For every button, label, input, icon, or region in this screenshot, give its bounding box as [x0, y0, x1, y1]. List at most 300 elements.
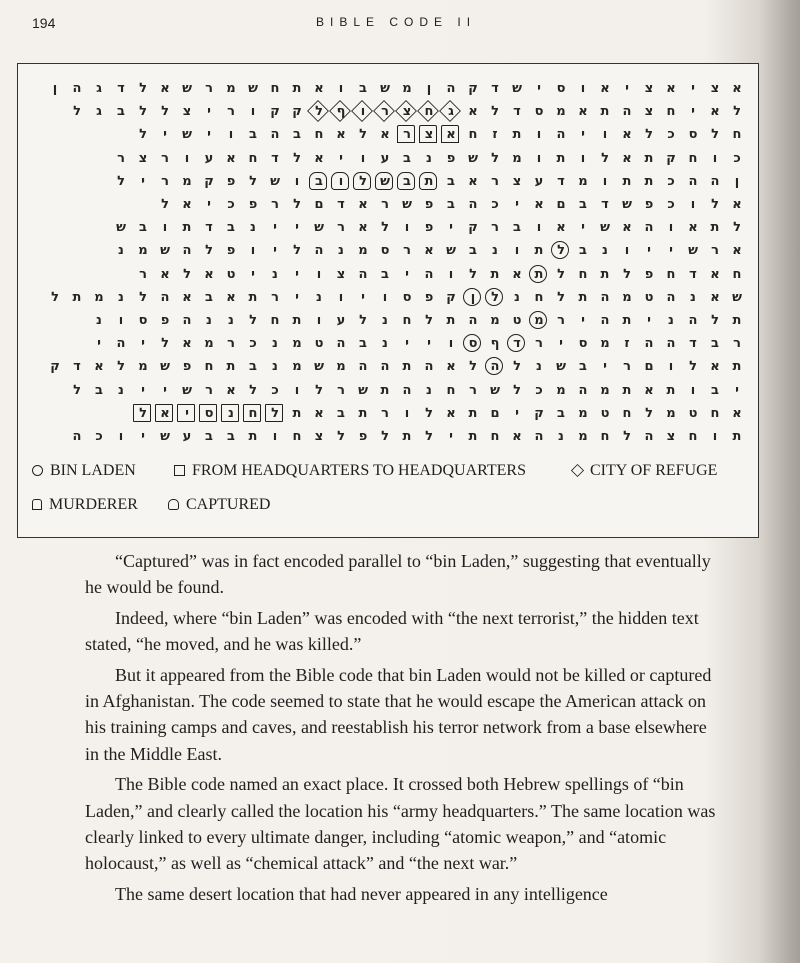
grid-letter: ש	[490, 382, 500, 398]
grid-row	[28, 241, 748, 261]
grid-letter: ת	[666, 382, 676, 398]
grid-letter: ג	[96, 104, 102, 120]
grid-letter: ק	[468, 81, 478, 96]
grid-letter: ו	[602, 127, 608, 143]
grid-letter: נ	[272, 336, 278, 352]
grid-letter: ב	[359, 81, 367, 96]
grid-letter: ל	[205, 243, 213, 259]
grid-letter: ה	[402, 382, 412, 398]
grid-letter: ת	[710, 220, 720, 236]
grid-letter: ע	[182, 429, 192, 444]
grid-letter: ד	[271, 150, 279, 166]
grid-letter: ח	[578, 266, 588, 282]
grid-letter: י	[273, 243, 277, 259]
grid-letter: א	[622, 150, 632, 166]
grid-letter: ו	[272, 429, 278, 444]
grid-letter: ת	[732, 429, 742, 444]
grid-letter: מ	[402, 81, 412, 96]
grid-letter: ר	[535, 336, 543, 352]
grid-letter: א	[622, 127, 632, 143]
grid-letter: פ	[160, 313, 170, 328]
paragraph: Indeed, where “bin Laden” was encoded with “the next terrorist,” the hidden text stated, “he moved, and he was killed.”	[85, 607, 699, 655]
grid-letter: י	[141, 336, 145, 352]
grid-letter: י	[735, 382, 739, 398]
grid-letter: ה	[424, 266, 434, 282]
grid-letter: א	[182, 197, 192, 212]
grid-letter: ש	[732, 289, 742, 305]
trapezoid-marker	[441, 125, 459, 143]
grid-letter: ת	[226, 359, 236, 375]
grid-letter: מ	[556, 382, 566, 398]
grid-letter: ל	[139, 127, 147, 143]
grid-letter: כ	[535, 382, 543, 398]
grid-letter: מ	[226, 81, 236, 96]
square-icon	[174, 465, 185, 476]
grid-letter: י	[581, 127, 585, 143]
grid-letter: ח	[732, 127, 742, 143]
grid-letter: ר	[469, 382, 477, 398]
grid-letter: א	[226, 150, 236, 166]
grid-letter: ן	[462, 288, 484, 308]
grid-letter: נ	[558, 429, 564, 444]
grid-letter: ה	[534, 429, 544, 444]
grid-letter: ל	[73, 382, 81, 398]
grid-letter: ת	[468, 429, 478, 444]
grid-letter: ס	[462, 334, 484, 354]
grid-letter: נ	[382, 336, 388, 352]
grid-letter: ש	[248, 81, 258, 96]
grid-letter: א	[732, 243, 742, 259]
grid-letter: ת	[182, 220, 192, 236]
grid-letter: ו	[690, 382, 696, 398]
square-marker	[265, 404, 283, 422]
grid-letter: ח	[490, 429, 500, 444]
grid-letter: ד	[689, 336, 697, 352]
grid-letter: ל	[183, 266, 191, 282]
grid-letter: ר	[205, 81, 213, 96]
grid-letter: ח	[534, 289, 544, 305]
grid-letter: ב	[308, 172, 330, 192]
pentagon-marker	[309, 172, 327, 190]
grid-letter: פ	[446, 150, 456, 166]
grid-letter: נ	[492, 243, 498, 259]
grid-letter: ב	[579, 197, 587, 212]
grid-letter: ו	[330, 172, 352, 192]
grid-letter: ע	[380, 150, 390, 166]
grid-letter: ב	[227, 429, 235, 444]
grid-letter: ש	[182, 127, 192, 143]
grid-letter: כ	[667, 127, 675, 143]
grid-letter: ש	[160, 243, 170, 259]
figure-box	[17, 63, 759, 538]
circle-marker	[485, 288, 503, 306]
grid-letter: ל	[359, 127, 367, 143]
grid-letter: ה	[424, 359, 434, 375]
grid-letter: א	[732, 405, 742, 421]
grid-letter: ה	[600, 313, 610, 328]
grid-letter: נ	[426, 382, 432, 398]
grid-letter: ה	[72, 81, 82, 96]
grid-letter: ז	[624, 336, 630, 352]
grid-letter: ש	[512, 81, 522, 96]
grid-letter: ל	[51, 289, 59, 305]
grid-letter: ש	[374, 172, 396, 192]
grid-letter: ו	[250, 243, 256, 259]
grid-letter: ל	[550, 241, 572, 261]
grid-letter: ח	[666, 104, 676, 120]
grid-letter: ר	[161, 150, 169, 166]
grid-letter: ח	[270, 313, 280, 328]
grid-letter: ד	[205, 220, 213, 236]
trapezoid-marker	[419, 125, 437, 143]
legend-bin-laden	[32, 462, 136, 480]
grid-letter: א	[204, 266, 214, 282]
grid-letter: ו	[712, 150, 718, 166]
grid-letter: א	[314, 405, 324, 421]
grid-letter: ח	[468, 127, 478, 143]
grid-letter: ל	[117, 359, 125, 375]
grid-letter: ו	[294, 382, 300, 398]
grid-letter: צ	[336, 266, 346, 282]
grid-letter: ב	[579, 359, 587, 375]
grid-row	[28, 102, 748, 122]
grid-letter: ת	[490, 266, 500, 282]
grid-letter: ה	[358, 266, 368, 282]
grid-letter: ט	[644, 289, 654, 305]
grid-row	[28, 172, 748, 192]
grid-letter: י	[427, 336, 431, 352]
grid-letter: ה	[688, 313, 698, 328]
grid-letter: ש	[600, 220, 610, 236]
grid-letter: ק	[270, 104, 280, 120]
grid-letter: ב	[227, 220, 235, 236]
grid-letter: א	[710, 266, 720, 282]
grid-letter: ס	[402, 289, 412, 305]
grid-letter: י	[207, 104, 211, 120]
square-marker	[221, 404, 239, 422]
grid-letter: ט	[688, 405, 698, 421]
grid-letter: י	[647, 243, 651, 259]
legend-headquarters	[174, 462, 526, 480]
grid-letter: ר	[227, 104, 235, 120]
running-head: BIBLE CODE II	[316, 15, 477, 29]
grid-letter: נ	[426, 150, 432, 166]
grid-letter: ה	[468, 197, 478, 212]
grid-letter: מ	[528, 311, 550, 331]
grid-letter: מ	[578, 173, 588, 189]
grid-letter: ת	[732, 313, 742, 328]
grid-letter: ח	[600, 429, 610, 444]
grid-letter: ק	[534, 405, 544, 421]
grid-letter: ל	[601, 150, 609, 166]
grid-letter: ש	[116, 220, 126, 236]
grid-letter: נ	[338, 243, 344, 259]
grid-letter: ל	[733, 104, 741, 120]
legend-bin-laden-label: BIN LADEN	[50, 462, 136, 479]
grid-letter: ו	[184, 150, 190, 166]
grid-letter: נ	[272, 266, 278, 282]
grid-letter: ר	[271, 289, 279, 305]
grid-letter: א	[710, 104, 720, 120]
grid-letter: פ	[424, 220, 434, 236]
grid-letter: ל	[161, 197, 169, 212]
legend-row-2	[32, 496, 752, 518]
grid-letter: א	[688, 220, 698, 236]
grid-letter: מ	[336, 359, 346, 375]
pentagon-marker	[331, 172, 349, 190]
grid-letter: ס	[688, 127, 698, 143]
circle-marker	[551, 241, 569, 259]
grid-letter: מ	[292, 359, 302, 375]
grid-letter: א	[182, 289, 192, 305]
grid-letter: פ	[424, 197, 434, 212]
grid-letter: א	[600, 81, 610, 96]
grid-letter: ל	[139, 81, 147, 96]
grid-letter: ש	[688, 243, 698, 259]
grid-letter: ח	[314, 127, 324, 143]
grid-letter: ב	[579, 243, 587, 259]
grid-letter: ר	[711, 243, 719, 259]
grid-letter: ל	[359, 313, 367, 328]
diamond-marker	[373, 100, 395, 122]
grid-letter: י	[581, 220, 585, 236]
grid-letter: ר	[337, 382, 345, 398]
grid-letter: ל	[513, 359, 521, 375]
grid-row	[28, 149, 748, 169]
circle-marker	[529, 311, 547, 329]
grid-letter: ע	[534, 173, 544, 189]
grid-letter: ת	[644, 173, 654, 189]
grid-letter: ל	[469, 266, 477, 282]
grid-letter: ש	[380, 81, 390, 96]
grid-letter: ר	[623, 359, 631, 375]
grid-letter: ח	[204, 359, 214, 375]
grid-letter: מ	[358, 243, 368, 259]
page-edge-shadow	[758, 0, 800, 963]
grid-letter: א	[358, 197, 368, 212]
grid-letter: א	[94, 359, 104, 375]
grid-letter: ק	[446, 289, 456, 305]
diamond-marker	[351, 100, 373, 122]
legend-captured-label: CAPTURED	[186, 496, 271, 513]
grid-letter: ב	[95, 382, 103, 398]
grid-letter: ק	[292, 104, 302, 120]
grid-row	[28, 357, 748, 377]
grid-letter: ק	[50, 359, 60, 375]
grid-letter: ד	[491, 81, 499, 96]
grid-letter: ל	[264, 404, 286, 424]
grid-letter: ע	[204, 150, 214, 166]
grid-letter: צ	[314, 429, 324, 444]
grid-letter: ל	[733, 220, 741, 236]
grid-letter: ו	[448, 336, 454, 352]
grid-letter: ל	[161, 336, 169, 352]
grid-letter: ל	[557, 266, 565, 282]
grid-letter: נ	[228, 313, 234, 328]
grid-letter: א	[182, 336, 192, 352]
paragraph: The same desert location that had never appeared in any intelligence	[115, 883, 608, 904]
grid-letter: ם	[490, 405, 500, 421]
grid-letter: ו	[536, 150, 542, 166]
grid-letter: ד	[73, 359, 81, 375]
grid-letter: א	[160, 266, 170, 282]
grid-letter: ק	[204, 173, 214, 189]
grid-letter: א	[468, 173, 478, 189]
grid-letter: י	[405, 266, 409, 282]
grid-letter: ר	[337, 220, 345, 236]
grid-letter: י	[163, 382, 167, 398]
grid-letter: ג	[96, 81, 102, 96]
grid-letter: ר	[733, 336, 741, 352]
grid-letter: ה	[622, 104, 632, 120]
grid-letter: ו	[690, 197, 696, 212]
grid-letter: ו	[294, 173, 300, 189]
legend-city-of-refuge-label: CITY OF REFUGE	[590, 462, 718, 479]
grid-row	[28, 125, 748, 145]
grid-letter: ל	[352, 172, 374, 192]
grid-letter: מ	[182, 173, 192, 189]
grid-letter: ש	[402, 197, 412, 212]
grid-letter: ת	[248, 429, 258, 444]
grid-letter: ו	[118, 313, 124, 328]
grid-letter: ל	[293, 150, 301, 166]
grid-letter: ל	[117, 173, 125, 189]
grid-letter: ת	[578, 289, 588, 305]
grid-letter: ד	[601, 197, 609, 212]
square-marker	[199, 404, 217, 422]
grid-letter: כ	[733, 150, 741, 166]
grid-letter: י	[449, 220, 453, 236]
grid-letter: ש	[556, 359, 566, 375]
grid-letter: צ	[418, 125, 440, 145]
grid-letter: ל	[689, 359, 697, 375]
grid-letter: מ	[138, 359, 148, 375]
pentagon-marker	[375, 172, 393, 190]
grid-letter: ב	[359, 336, 367, 352]
grid-letter: ל	[484, 288, 506, 308]
grid-letter: ו	[360, 150, 366, 166]
grid-letter: ר	[227, 336, 235, 352]
grid-letter: י	[141, 382, 145, 398]
grid-letter: ל	[249, 313, 257, 328]
grid-letter: י	[163, 127, 167, 143]
grid-letter: י	[251, 266, 255, 282]
grid-letter: ו	[162, 220, 168, 236]
grid-letter: ר	[381, 197, 389, 212]
grid-letter: נ	[382, 313, 388, 328]
grid-letter: א	[358, 220, 368, 236]
grid-letter: ר	[557, 313, 565, 328]
grid-letter: ה	[666, 336, 676, 352]
grid-letter: ת	[402, 359, 412, 375]
grid-row	[28, 311, 748, 331]
grid-letter: ו	[404, 405, 410, 421]
grid-letter: י	[691, 104, 695, 120]
grid-letter: נ	[220, 404, 242, 424]
grid-letter: ו	[228, 127, 234, 143]
grid-letter: י	[581, 313, 585, 328]
grid-letter: ה	[160, 289, 170, 305]
grid-letter: ט	[512, 313, 522, 328]
grid-letter: מ	[578, 405, 588, 421]
grid-letter: י	[603, 359, 607, 375]
grid-letter: ב	[205, 429, 213, 444]
grid-letter: ת	[512, 127, 522, 143]
grid-letter: ח	[292, 429, 302, 444]
grid-letter: פ	[644, 197, 654, 212]
pentagon-marker	[353, 172, 371, 190]
grid-letter: ל	[623, 429, 631, 444]
grid-letter: ה	[270, 127, 280, 143]
grid-letter: ל	[469, 359, 477, 375]
grid-letter: א	[534, 197, 544, 212]
grid-letter: נ	[690, 289, 696, 305]
grid-letter: ת	[644, 150, 654, 166]
grid-letter: ח	[248, 150, 258, 166]
grid-letter: מ	[600, 336, 610, 352]
grid-letter: ל	[293, 197, 301, 212]
letter-grid	[28, 79, 748, 451]
grid-letter: ת	[534, 243, 544, 259]
grid-letter: ל	[337, 429, 345, 444]
grid-letter: ת	[622, 382, 632, 398]
grid-letter: פ	[182, 359, 192, 375]
grid-letter: י	[207, 197, 211, 212]
grid-letter: ל	[711, 127, 719, 143]
grid-letter: י	[405, 336, 409, 352]
grid-letter: פ	[644, 266, 654, 282]
grid-letter: נ	[96, 313, 102, 328]
grid-letter: ל	[315, 382, 323, 398]
grid-row	[28, 427, 748, 447]
grid-letter: ס	[380, 243, 390, 259]
diamond-icon	[571, 464, 584, 477]
grid-letter: צ	[666, 429, 676, 444]
diamond-marker	[307, 100, 329, 122]
grid-letter: ה	[688, 173, 698, 189]
grid-letter: ח	[732, 266, 742, 282]
grid-letter: ד	[337, 197, 345, 212]
grid-letter: ד	[117, 81, 125, 96]
grid-letter: ת	[556, 150, 566, 166]
grid-letter: ח	[622, 405, 632, 421]
grid-letter: י	[515, 405, 519, 421]
grid-letter: א	[622, 220, 632, 236]
grid-letter: ב	[447, 197, 455, 212]
grid-letter: ר	[491, 220, 499, 236]
grid-letter: א	[314, 81, 324, 96]
grid-letter: כ	[271, 382, 279, 398]
grid-letter: נ	[536, 359, 542, 375]
grid-letter: ה	[600, 289, 610, 305]
grid-letter: י	[176, 404, 198, 424]
grid-letter: ו	[352, 102, 374, 122]
grid-letter: ק	[468, 220, 478, 236]
diamond-marker	[417, 100, 439, 122]
legend-murderer	[32, 496, 138, 514]
grid-letter: נ	[668, 313, 674, 328]
grid-letter: א	[556, 220, 566, 236]
grid-letter: א	[446, 359, 456, 375]
grid-letter: כ	[227, 197, 235, 212]
grid-letter: ת	[468, 405, 478, 421]
grid-letter: א	[314, 150, 324, 166]
grid-letter: ב	[469, 243, 477, 259]
grid-letter: ו	[536, 220, 542, 236]
grid-letter: ד	[689, 266, 697, 282]
grid-letter: ל	[139, 104, 147, 120]
grid-letter: ש	[160, 429, 170, 444]
